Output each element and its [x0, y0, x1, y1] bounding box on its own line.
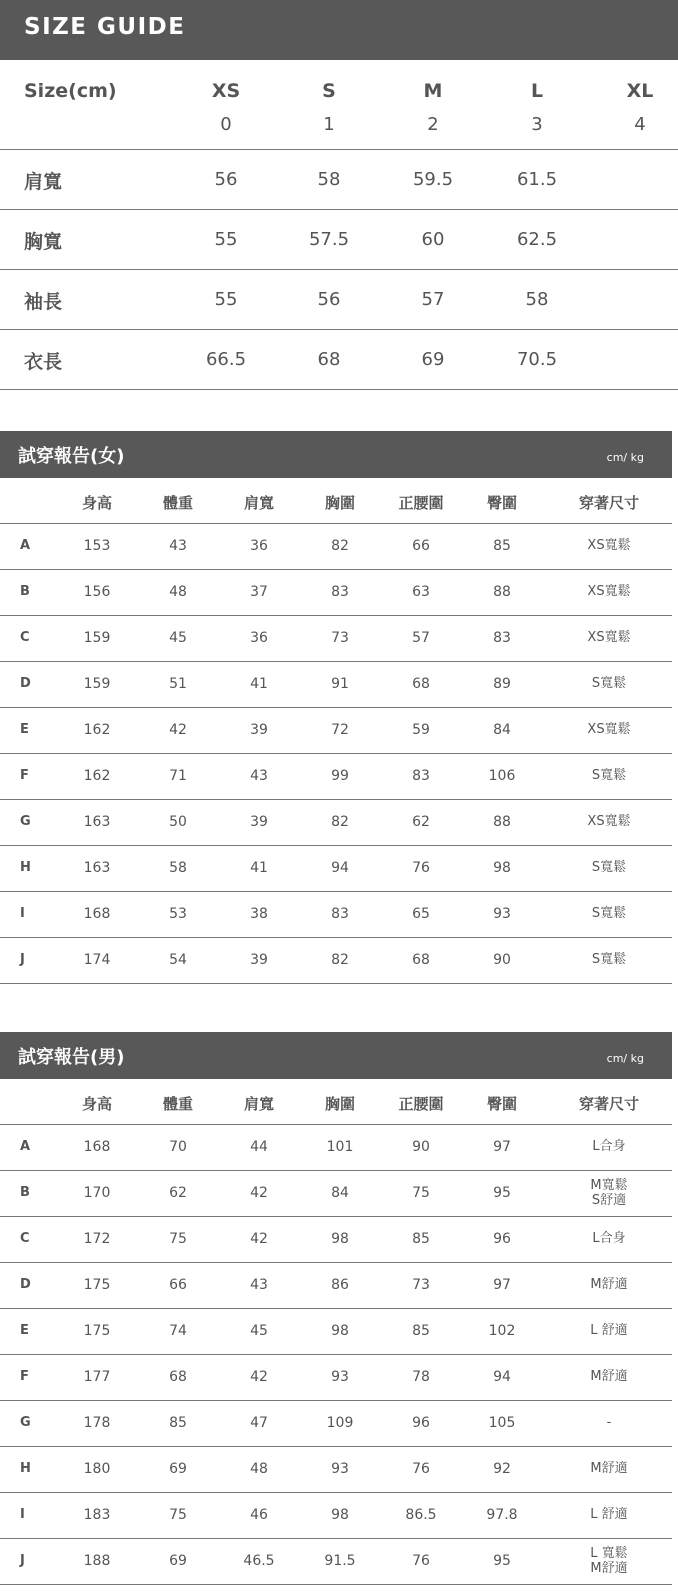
measurement-value: 98 [331, 1323, 349, 1339]
fit-result [590, 1369, 627, 1384]
women-fit-report [0, 431, 678, 984]
size-table [0, 60, 678, 390]
measurement-value: 63 [412, 584, 430, 600]
measurement-value: 174 [83, 952, 111, 968]
fit-result [590, 1461, 627, 1476]
tester-id: H [20, 1461, 31, 1476]
fit-result-line: S寬鬆 [591, 952, 627, 967]
measurement-value: 188 [83, 1553, 111, 1569]
size-number: 4 [634, 114, 646, 135]
measurement-value: 42 [250, 1369, 268, 1385]
tester-id: D [20, 1277, 31, 1292]
fit-result-line: S寬鬆 [591, 768, 627, 783]
measurement-value: 41 [250, 676, 268, 692]
measurement-value: 71 [169, 768, 187, 784]
measurement-value: 69 [421, 349, 445, 370]
size-row [0, 330, 678, 390]
report-row [0, 846, 672, 892]
measurement-value: 45 [250, 1323, 268, 1339]
report-row [0, 1171, 672, 1217]
size-number: 0 [220, 114, 232, 135]
page-title: SIZE GUIDE [24, 14, 186, 40]
fit-result [592, 768, 626, 783]
tester-id: B [20, 584, 30, 599]
measurement-value: 83 [331, 906, 349, 922]
tester-id: H [20, 860, 31, 875]
report-row [0, 1355, 672, 1401]
column-header: 胸圍 [324, 494, 356, 512]
measurement-value: 159 [83, 630, 111, 646]
measurement-label: 袖長 [24, 291, 63, 313]
measurement-value: 75 [412, 1185, 430, 1201]
fit-result-line: S舒適 [591, 1193, 627, 1208]
tester-id: D [20, 676, 31, 691]
measurement-value: 78 [412, 1369, 430, 1385]
fit-result [592, 952, 626, 967]
measurement-value: 42 [169, 722, 187, 738]
size-code: S [322, 80, 336, 102]
column-header: 臀圍 [486, 1095, 518, 1113]
report-row [0, 708, 672, 754]
measurement-value: 85 [493, 538, 511, 554]
measurement-value: 83 [493, 630, 511, 646]
measurement-value: 175 [83, 1277, 111, 1293]
size-code: XS [211, 80, 241, 102]
size-row [0, 270, 678, 330]
measurement-value: 42 [250, 1185, 268, 1201]
report-row [0, 524, 672, 570]
measurement-value: 43 [169, 538, 187, 554]
measurement-value: 102 [488, 1323, 516, 1339]
fit-result [592, 676, 626, 691]
size-unit-label: Size(cm) [24, 80, 117, 102]
measurement-value: 93 [493, 906, 511, 922]
measurement-value: 86.5 [405, 1507, 437, 1523]
measurement-value: 58 [169, 860, 187, 876]
column-header: 穿著尺寸 [578, 494, 640, 512]
measurement-value: 62 [169, 1185, 187, 1201]
fit-result [587, 538, 630, 553]
measurement-value: 97 [493, 1277, 511, 1293]
unit-label: cm/ kg [606, 451, 644, 464]
report-row [0, 1125, 672, 1171]
measurement-value: 76 [412, 860, 430, 876]
size-code: XL [626, 80, 654, 102]
measurement-value: 68 [412, 676, 430, 692]
measurement-value: 91.5 [324, 1553, 356, 1569]
measurement-value: 36 [250, 538, 268, 554]
measurement-value: 46 [250, 1507, 268, 1523]
measurement-value: 68 [317, 349, 341, 370]
measurement-value: 45 [169, 630, 187, 646]
fit-result-line: S寬鬆 [591, 676, 627, 691]
measurement-value: 94 [331, 860, 349, 876]
report-row [0, 1539, 672, 1585]
measurement-value: 88 [493, 814, 511, 830]
measurement-value: 90 [412, 1139, 430, 1155]
measurement-value: 95 [493, 1553, 511, 1569]
fit-result-line: L 舒適 [590, 1323, 628, 1338]
measurement-label: 衣長 [24, 351, 63, 373]
measurement-value: 62.5 [516, 229, 558, 250]
measurement-value: 101 [326, 1139, 354, 1155]
measurement-value: 36 [250, 630, 268, 646]
report-header-row [0, 1079, 672, 1125]
column-header: 正腰圍 [398, 1095, 444, 1113]
size-row [0, 210, 678, 270]
measurement-value: 54 [169, 952, 187, 968]
measurement-value: 69 [169, 1461, 187, 1477]
column-header: 身高 [81, 494, 113, 512]
size-table-header [0, 60, 678, 150]
report-row [0, 754, 672, 800]
size-code: L [530, 80, 544, 102]
measurement-value: 72 [331, 722, 349, 738]
tester-id: A [20, 538, 31, 553]
size-code: M [423, 80, 443, 102]
fit-result [587, 630, 630, 645]
column-header: 肩寬 [243, 1095, 275, 1113]
report-row [0, 570, 672, 616]
measurement-value: 51 [169, 676, 187, 692]
measurement-value: 57 [412, 630, 430, 646]
fit-result-line: L合身 [592, 1139, 626, 1154]
measurement-value: 82 [331, 952, 349, 968]
tester-id: E [20, 1323, 29, 1338]
measurement-value: 183 [83, 1507, 111, 1523]
size-number: 3 [531, 114, 543, 135]
measurement-value: 97 [493, 1139, 511, 1155]
fit-result-line: XS寬鬆 [587, 814, 631, 829]
measurement-value: 43 [250, 1277, 268, 1293]
fit-result [590, 1277, 627, 1292]
measurement-value: 159 [83, 676, 111, 692]
measurement-value: 95 [493, 1185, 511, 1201]
measurement-value: 39 [250, 952, 268, 968]
measurement-value: 65 [412, 906, 430, 922]
report-row [0, 938, 672, 984]
measurement-value: 37 [250, 584, 268, 600]
measurement-value: 97.8 [486, 1507, 518, 1523]
measurement-label: 胸寬 [24, 231, 63, 253]
measurement-value: 70 [169, 1139, 187, 1155]
tester-id: J [20, 1553, 25, 1568]
measurement-value: 168 [83, 1139, 111, 1155]
column-header: 胸圍 [324, 1095, 356, 1113]
measurement-value: 66 [169, 1277, 187, 1293]
measurement-value: 38 [250, 906, 268, 922]
measurement-value: 85 [412, 1323, 430, 1339]
fit-result [592, 906, 626, 921]
measurement-value: 76 [412, 1461, 430, 1477]
fit-result-line: XS寬鬆 [587, 722, 631, 737]
report-title-bar [0, 1032, 672, 1079]
measurement-value: 75 [169, 1507, 187, 1523]
size-row [0, 150, 678, 210]
measurement-value: 75 [169, 1231, 187, 1247]
measurement-value: 99 [331, 768, 349, 784]
measurement-value: 172 [83, 1231, 111, 1247]
fit-result-line: XS寬鬆 [587, 630, 631, 645]
measurement-value: 50 [169, 814, 187, 830]
measurement-value: 178 [83, 1415, 111, 1431]
report-row [0, 1401, 672, 1447]
measurement-value: 85 [169, 1415, 187, 1431]
measurement-value: 56 [317, 289, 341, 310]
measurement-value: 48 [250, 1461, 268, 1477]
measurement-value: 175 [83, 1323, 111, 1339]
tester-id: F [20, 1369, 29, 1384]
unit-label: cm/ kg [606, 1052, 644, 1065]
measurement-value: 88 [493, 584, 511, 600]
measurement-value: 156 [83, 584, 111, 600]
measurement-value: 59 [412, 722, 430, 738]
measurement-value: 55 [214, 229, 238, 250]
fit-result [590, 1546, 627, 1576]
fit-result [607, 1415, 612, 1430]
measurement-value: 85 [412, 1231, 430, 1247]
tester-id: G [20, 1415, 31, 1430]
fit-result-line: M舒適 [590, 1277, 628, 1292]
measurement-value: 68 [169, 1369, 187, 1385]
measurement-value: 39 [250, 814, 268, 830]
size-guide-banner [0, 0, 678, 60]
measurement-value: 76 [412, 1553, 430, 1569]
fit-result-line: M舒適 [590, 1561, 628, 1576]
measurement-value: 180 [83, 1461, 111, 1477]
measurement-value: 91 [331, 676, 349, 692]
measurement-value: 42 [250, 1231, 268, 1247]
measurement-value: 168 [83, 906, 111, 922]
tester-id: I [20, 1507, 25, 1522]
measurement-value: 44 [250, 1139, 268, 1155]
report-row [0, 892, 672, 938]
measurement-value: 96 [412, 1415, 430, 1431]
measurement-value: 105 [488, 1415, 516, 1431]
report-row [0, 1447, 672, 1493]
measurement-value: 82 [331, 814, 349, 830]
measurement-value: 57.5 [308, 229, 350, 250]
size-number: 1 [323, 114, 335, 135]
measurement-value: 94 [493, 1369, 511, 1385]
measurement-value: 84 [493, 722, 511, 738]
column-header: 肩寬 [243, 494, 275, 512]
tester-id: C [20, 1231, 30, 1246]
fit-result [590, 1507, 627, 1522]
fit-result-line: - [606, 1415, 612, 1430]
fit-result-line: XS寬鬆 [587, 538, 631, 553]
measurement-value: 61.5 [516, 169, 558, 190]
measurement-value: 163 [83, 860, 111, 876]
fit-result [590, 1323, 627, 1338]
measurement-value: 57 [421, 289, 445, 310]
measurement-value: 93 [331, 1461, 349, 1477]
measurement-value: 73 [412, 1277, 430, 1293]
column-header: 正腰圍 [398, 494, 444, 512]
report-row [0, 616, 672, 662]
measurement-value: 83 [331, 584, 349, 600]
measurement-value: 106 [488, 768, 516, 784]
fit-result-line: S寬鬆 [591, 906, 627, 921]
measurement-value: 90 [493, 952, 511, 968]
measurement-value: 177 [83, 1369, 111, 1385]
column-header: 體重 [162, 1095, 194, 1113]
tester-id: I [20, 906, 25, 921]
fit-result [587, 584, 630, 599]
measurement-value: 109 [326, 1415, 354, 1431]
report-header-row [0, 478, 672, 524]
measurement-value: 96 [493, 1231, 511, 1247]
measurement-value: 163 [83, 814, 111, 830]
measurement-value: 39 [250, 722, 268, 738]
tester-id: E [20, 722, 29, 737]
report-row [0, 800, 672, 846]
measurement-value: 43 [250, 768, 268, 784]
measurement-value: 89 [493, 676, 511, 692]
measurement-label: 肩寬 [24, 171, 63, 193]
measurement-value: 74 [169, 1323, 187, 1339]
measurement-value: 98 [331, 1231, 349, 1247]
report-row [0, 662, 672, 708]
fit-result-line: M舒適 [590, 1369, 628, 1384]
measurement-value: 59.5 [412, 169, 454, 190]
measurement-value: 66 [412, 538, 430, 554]
tester-id: J [20, 952, 25, 967]
men-fit-report [0, 1032, 678, 1585]
size-number: 2 [427, 114, 439, 135]
fit-result-line: M寬鬆 [590, 1178, 628, 1193]
measurement-value: 170 [83, 1185, 111, 1201]
measurement-value: 69 [169, 1553, 187, 1569]
fit-result [590, 1178, 627, 1208]
measurement-value: 82 [331, 538, 349, 554]
tester-id: C [20, 630, 30, 645]
fit-result [587, 722, 630, 737]
fit-result-line: XS寬鬆 [587, 584, 631, 599]
measurement-value: 48 [169, 584, 187, 600]
measurement-value: 46.5 [243, 1553, 275, 1569]
measurement-value: 60 [421, 229, 445, 250]
column-header: 體重 [162, 494, 194, 512]
fit-result [592, 860, 626, 875]
measurement-value: 73 [331, 630, 349, 646]
measurement-value: 93 [331, 1369, 349, 1385]
fit-result [592, 1231, 625, 1246]
report-title: 試穿報告(男) [18, 1047, 125, 1068]
measurement-value: 62 [412, 814, 430, 830]
column-header: 臀圍 [486, 494, 518, 512]
measurement-value: 55 [214, 289, 238, 310]
fit-result [587, 814, 630, 829]
measurement-value: 66.5 [205, 349, 247, 370]
report-row [0, 1493, 672, 1539]
fit-result-line: L 寬鬆 [590, 1546, 628, 1561]
measurement-value: 83 [412, 768, 430, 784]
fit-result-line: M舒適 [590, 1461, 628, 1476]
measurement-value: 53 [169, 906, 187, 922]
measurement-value: 68 [412, 952, 430, 968]
report-row [0, 1217, 672, 1263]
measurement-value: 153 [83, 538, 111, 554]
report-row [0, 1309, 672, 1355]
report-title-bar [0, 431, 672, 478]
tester-id: A [20, 1139, 31, 1154]
tester-id: G [20, 814, 31, 829]
column-header: 穿著尺寸 [578, 1095, 640, 1113]
measurement-value: 58 [317, 169, 341, 190]
measurement-value: 84 [331, 1185, 349, 1201]
measurement-value: 86 [331, 1277, 349, 1293]
fit-result-line: S寬鬆 [591, 860, 627, 875]
measurement-value: 162 [83, 768, 111, 784]
tester-id: F [20, 768, 29, 783]
report-title: 試穿報告(女) [18, 446, 125, 467]
measurement-value: 47 [250, 1415, 268, 1431]
measurement-value: 98 [331, 1507, 349, 1523]
tester-id: B [20, 1185, 30, 1200]
measurement-value: 70.5 [516, 349, 558, 370]
column-header: 身高 [81, 1095, 113, 1113]
measurement-value: 162 [83, 722, 111, 738]
measurement-value: 98 [493, 860, 511, 876]
measurement-value: 41 [250, 860, 268, 876]
fit-result-line: L 舒適 [590, 1507, 628, 1522]
fit-result-line: L合身 [592, 1231, 626, 1246]
fit-result [592, 1139, 625, 1154]
report-row [0, 1263, 672, 1309]
measurement-value: 56 [214, 169, 238, 190]
measurement-value: 92 [493, 1461, 511, 1477]
measurement-value: 58 [525, 289, 549, 310]
